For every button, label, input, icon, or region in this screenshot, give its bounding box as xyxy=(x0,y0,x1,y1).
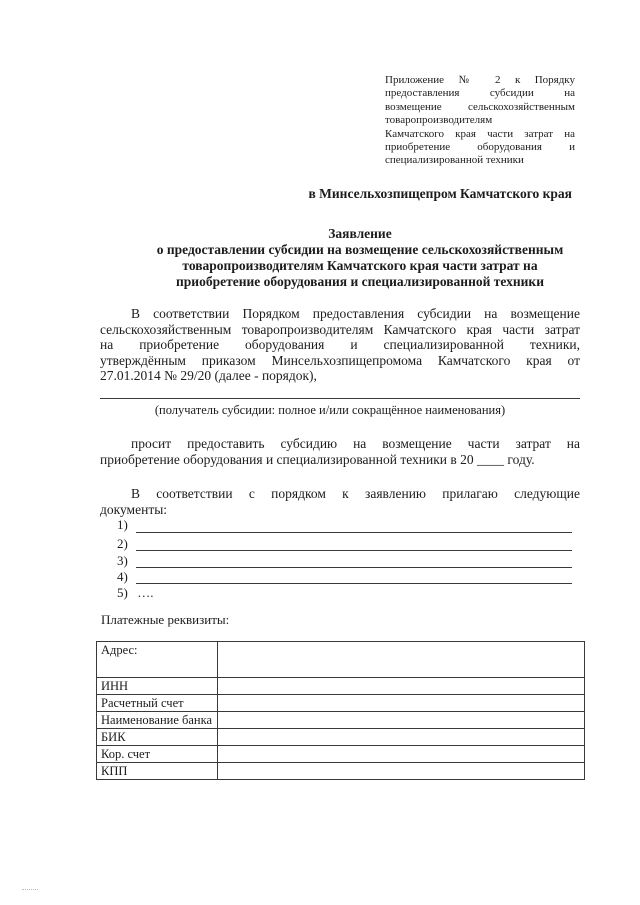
row-label: ИНН xyxy=(97,678,218,695)
appendix-line: Приложение № 2 к Порядку xyxy=(385,74,575,86)
appendix-line: возмещение сельскохозяйственным xyxy=(385,100,575,113)
row-value xyxy=(218,712,585,729)
scan-mark xyxy=(22,889,38,890)
title-line: о предоставлении субсидии на возмещение сельскохозяйственным xyxy=(156,242,564,257)
appendix-line: специализированной техники xyxy=(385,154,524,167)
table-row xyxy=(97,729,585,746)
table-row xyxy=(97,695,585,712)
row-label: Кор. счет xyxy=(97,746,218,763)
row-value xyxy=(218,695,585,712)
document-item xyxy=(117,585,154,601)
row-label: КПП xyxy=(97,763,218,780)
document-item xyxy=(117,553,134,569)
row-label: БИК xyxy=(97,729,218,746)
document-title xyxy=(130,226,590,290)
document-item xyxy=(117,536,134,552)
addressee: в Минсельхозпищепром Камчатского края xyxy=(308,186,572,201)
appendix-line: товаропроизводителям xyxy=(385,114,493,127)
request-paragraph xyxy=(100,436,580,467)
row-label: Расчетный счет xyxy=(97,695,218,712)
document-item xyxy=(117,517,134,533)
title-line: приобретение оборудования и специализированной техники xyxy=(176,274,544,289)
document-item-text: …. xyxy=(137,585,154,600)
document-item-number: 2) xyxy=(117,536,128,551)
document-item-number: 4) xyxy=(117,569,128,584)
documents-line: В соответствии с порядком к заявлению прилагаю следующие xyxy=(131,486,580,501)
bank-details-table xyxy=(96,641,585,780)
documents-paragraph xyxy=(100,486,580,517)
appendix-line: предоставления субсидии на xyxy=(385,87,575,100)
appendix-line: Камчатского края части затрат на xyxy=(385,127,575,140)
appendix-reference xyxy=(385,74,575,168)
row-value xyxy=(218,729,585,746)
recipient-caption: (получатель субсидии: полное и/или сокращённое наименования) xyxy=(154,403,506,417)
row-value xyxy=(218,746,585,763)
row-label: Адрес: xyxy=(97,642,218,678)
document-item-number: 3) xyxy=(117,553,128,568)
document-item-line xyxy=(136,532,572,533)
row-value xyxy=(218,678,585,695)
intro-line: В соответствии Порядком предоставления субсидии на возмещение xyxy=(131,306,580,321)
documents-line: документы: xyxy=(100,501,168,517)
title-line: товаропроизводителям Камчатского края части затрат на xyxy=(182,258,538,273)
intro-line: 27.01.2014 № 29/20 (далее - порядок), xyxy=(100,368,317,383)
intro-line: сельскохозяйственным товаропроизводителям Камчатского края части затрат xyxy=(100,321,580,337)
request-line: приобретение оборудования и специализированной техники в 20 ____ году. xyxy=(100,451,535,467)
intro-paragraph xyxy=(100,306,580,384)
intro-line: на приобретение оборудования и специализированной техники, xyxy=(100,337,580,352)
document-item-number: 1) xyxy=(117,517,128,532)
table-row xyxy=(97,746,585,763)
bank-details-title: Платежные реквизиты: xyxy=(101,612,230,627)
recipient-field-line xyxy=(100,398,580,399)
row-value xyxy=(218,642,585,678)
document-item-line xyxy=(136,583,572,584)
document-item-number: 5) xyxy=(117,585,128,600)
table-row xyxy=(97,763,585,780)
appendix-line: приобретение оборудования и xyxy=(385,141,575,154)
table-row xyxy=(97,642,585,678)
request-line: просит предоставить субсидию на возмещение части затрат на xyxy=(131,436,580,451)
document-item-line xyxy=(136,567,572,568)
row-label: Наименование банка xyxy=(97,712,218,729)
document-item xyxy=(117,569,134,585)
table-row xyxy=(97,678,585,695)
title-heading: Заявление xyxy=(328,226,392,241)
row-value xyxy=(218,763,585,780)
table-row xyxy=(97,712,585,729)
document-item-line xyxy=(136,550,572,551)
intro-line: утверждённым приказом Минсельхозпищепромома Камчатского края от xyxy=(100,352,580,368)
